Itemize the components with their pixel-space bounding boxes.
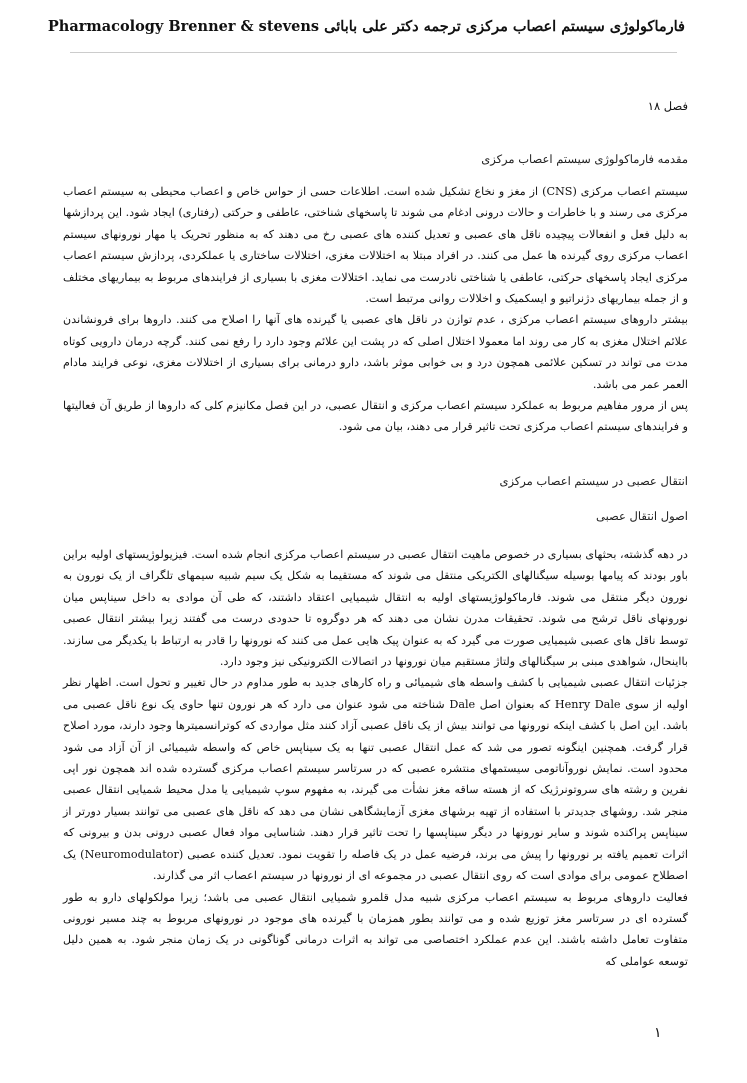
page-header (47, 18, 685, 35)
header-divider (70, 52, 677, 53)
transmission-heading: انتقال عصبی در سیستم اعصاب مرکزی (499, 474, 688, 488)
intro-heading: مقدمه فارماکولوژی سیستم اعصاب مرکزی (481, 152, 688, 166)
header-title-en: Pharmacology Brenner & stevens (47, 18, 320, 35)
intro-paragraph-3: پس از مرور مفاهیم مربوط به عملکرد سیستم اعصاب مرکزی و انتقال عصبی، در این فصل مکانیزم کلی که داروها از طریق آن فعالیتها و فرایندهای سیستم اعصاب مرکزی تحت تاثیر قرار می دهند، بیان می شود. (63, 399, 688, 434)
intro-paragraph-2: بیشتر داروهای سیستم اعصاب مرکزی ، عدم توازن در ناقل های عصبی یا گیرنده های آنها را اصلاح می کنند. داروها برای فرونشاندن علائم اختلال مغزی به کار می روند اما معمولا اختلال اصلی که در پشت این علائم وجود دارد را رفع نمی کنند. گرچه درمان دارویی کوتاه مدت می تواند در تسکین علائمی همچون درد و بی خوابی موثر باشد، دارو درمانی برای بسیاری از اختلالات مغزی، نوعی فرایند مادام العمر عمر می باشد. (63, 313, 688, 391)
page-number: ۱ (654, 1025, 662, 1041)
header-title-fa: فارماکولوژی سیستم اعصاب مرکزی ترجمه دکتر علی بابائی (324, 18, 685, 35)
principles-paragraph-3: فعالیت داروهای مربوط به سیستم اعصاب مرکزی شبیه مدل قلمرو شمیایی انتقال عصبی می باشد؛ زیرا مولکولهای دارو به طور گسترده ای در سرتاسر مغز توزیع شده و می توانند بطور همزمان با گیرنده های موجود در نورونهای مربوط به چند مسیر نورونی متفاوت تعامل داشته باشند. این عدم عملکرد اختصاصی می تواند به اثرات درمانی گوناگونی در یک زمان منجر شود. به همین دلیل توسعه عواملی که (63, 890, 688, 968)
principles-paragraph-1: در دهه گذشته، بحثهای بسیاری در خصوص ماهیت انتقال عصبی در سیستم اعصاب مرکزی انجام شده است. فیزیولوژیستهای اولیه براین باور بودند که پیامها بوسیله سیگنالهای الکتریکی منتقل می شوند که مستقیما به شکل یک سیم شبیه سیمهای تلگراف از یک نورون به نورون دیگر منتقل می شوند. فارماکولوژیستهای اولیه به انتقال شیمیایی اعتقاد داشتند، که طی آن موادی به داخل سیناپس میان نورونهای ناقل ترشح می شوند. تحقیقات مدرن نشان می دهند که هر دوگروه تا حدودی درست می گفتند زیرا بیشتر انتقال عصبی توسط ناقل های عصبی شیمیایی صورت می گیرد که به عنوان پیک هایی عمل می کنند که نورونها را قادر به ارتباط با یکدیگر می سازند. بااینحال، شواهدی مبنی بر سیگنالهای ولتاژ مستقیم میان نورونها در اتصالات الکترونیکی نیز وجود دارد. (63, 548, 688, 669)
chapter-label: فصل ۱۸ (647, 99, 688, 113)
principles-paragraph-2: جزئیات انتقال عصبی شیمیایی با کشف واسطه های شیمیائی و راه کارهای جدید به طور مداوم در حال تغییر و تحول است. اظهار نظر اولیه از سوی Henry Dale که بعنوان اصل Dale شناخته می شود عنوان می دارد که هر نورون تنها حاوی یک نوع ناقل عصبی می باشد. این اصل با کشف اینکه نورونها می توانند بیش از یک ناقل عصبی آزاد کنند مثل مواردی که کوترانسمیترها وجود دارند، مورد اصلاح قرار گرفت. همچنین اینگونه تصور می شد که عمل انتقال عصبی تنها به یک سیناپس خاص که واسطه شیمیائی از آن آزاد می شود محدود است. نمایش نوروآناتومی سیستمهای منتشره عصبی که در سرتاسر سیستم اعصاب مرکزی گسترده شده اند همچون نور اپی نفرین و رشته های سروتونرژیک که از هسته ساقه مغز نشأت می گیرند، به مفهوم سوپ شیمیایی یا مدل محیط شمیایی انتقال عصبی منجر شد. روشهای جدیدتر با استفاده از تهیه برشهای مغزی آزمایشگاهی نشان می دهد که ناقل های عصبی می توانند بسیار دورتر از سیناپس پراکنده شوند و سایر نورونها در دیگر سیناپسها را تحت تاثیر قرار دهند. شناسایی مواد فعال عصبی درونی بدن و بیرونی که اثرات تعمیم یافته بر نورونها را پیش می برند، فرضیه عمل در یک فاصله را تقویت نمود. تعدیل کننده عصبی (Neuromodulator) یک اصطلاح عمومی برای موادی است که روی انتقال عصبی در مجموعه ای از نورونها در سیستم اعصاب اثر می گذارند. (63, 676, 689, 883)
intro-paragraph-1: سیستم اعصاب مرکزی (CNS) از مغز و نخاع تشکیل شده است. اطلاعات حسی از حواس خاص و اعصاب محیطی به سیستم اعصاب مرکزی می رسند و با خاطرات و حالات درونی ادغام می شوند تا پاسخهای شناختی، عاطفی و حرکتی (رفتاری) ایجاد شود. این پردازشها به دلیل فعل و انفعالات پیچیده ناقل های عصبی و تعدیل کننده های عصبی رخ می دهند که به منظور تحریک یا مهار نورونهای سیستم اعصاب مرکزی روی گیرنده ها عمل می کنند. در افراد مبتلا به اختلالات مغزی، اختلالات ساختاری یا عملکردی، پردازش سیستم اعصاب مرکزی ایجاد پاسخهای حرکتی، عاطفی یا شناختی نادرست می نماید. اختلالات مغزی با بسیاری از فرایندهای مربوط به بیماریهای مختلف و از جمله بیماریهای دژنراتیو و ایسکمیک و اخلالات روانی مرتبط است. (63, 185, 688, 306)
principles-body (63, 544, 688, 972)
intro-body (63, 181, 688, 438)
principles-heading: اصول انتقال عصبی (596, 509, 688, 523)
